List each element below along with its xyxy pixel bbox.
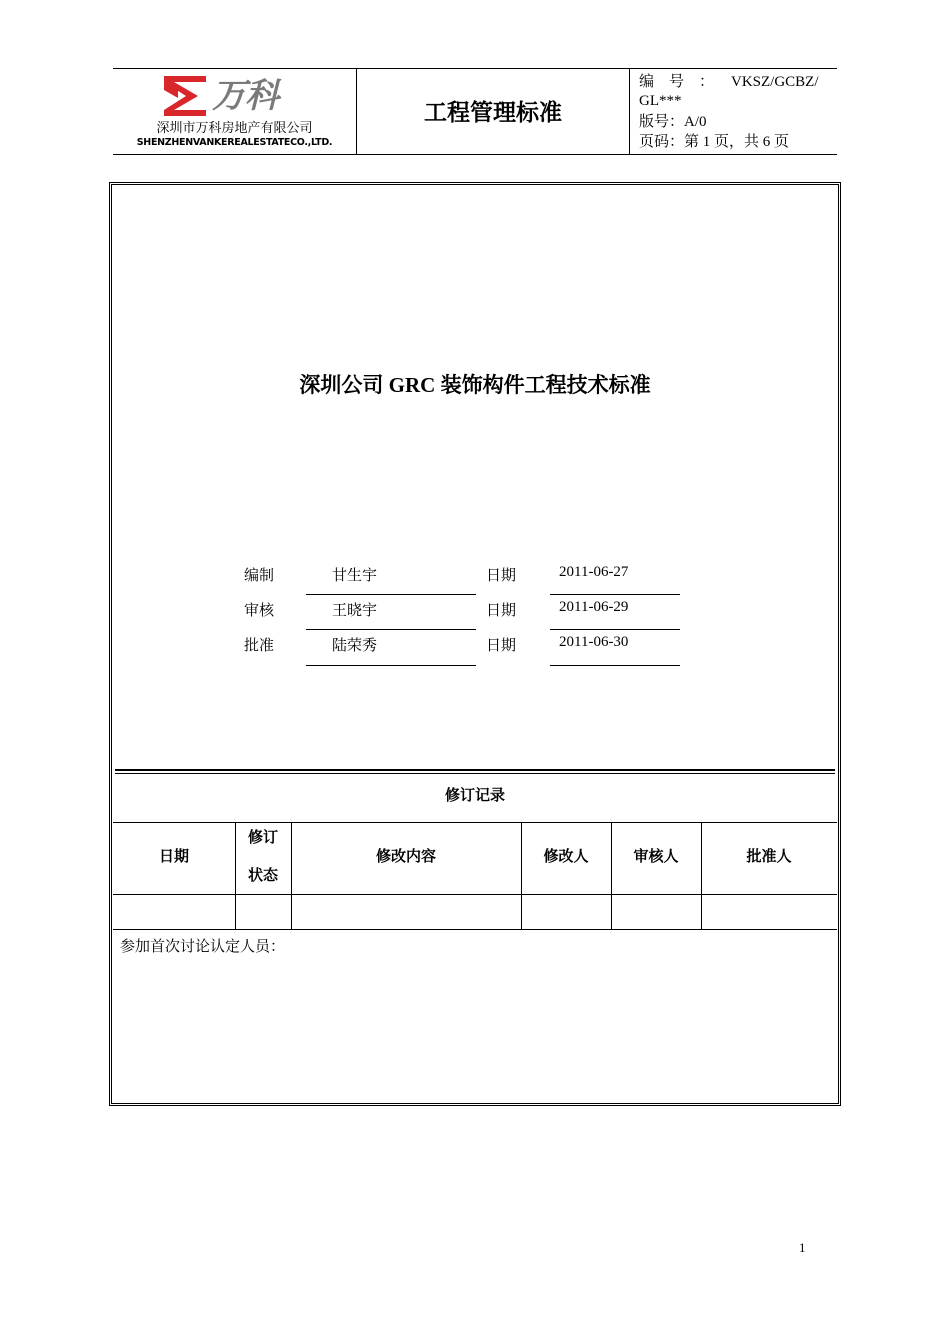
sign-date: 2011-06-30: [559, 634, 629, 650]
logo-text: 万科: [212, 76, 278, 116]
underline: [306, 665, 476, 666]
col-divider: [291, 822, 292, 929]
doc-code-cont: GL***: [639, 93, 682, 109]
underline: [306, 629, 476, 630]
col-header-status: 修订: [247, 828, 278, 846]
underline: [550, 629, 680, 630]
doc-code: VKSZ/GCBZ/: [731, 74, 819, 90]
underline: [550, 665, 680, 666]
header-bottom-rule: [113, 154, 837, 155]
col-header-reviewer: 审核人: [633, 847, 679, 865]
page-number: 1: [799, 1240, 806, 1255]
signer-name: 陆荣秀: [332, 638, 378, 654]
company-name-en: SHENZHENVANKEREALESTATECO.,LTD.: [136, 137, 333, 148]
header-divider: [629, 68, 630, 154]
participants-label: 参加首次讨论认定人员：: [120, 939, 286, 955]
col-divider: [611, 822, 612, 929]
signer-name: 王晓宇: [332, 603, 378, 619]
cover-frame: [109, 182, 841, 1106]
underline: [550, 594, 680, 595]
signer-name: 甘生宇: [332, 568, 378, 584]
role-label: 审核: [244, 603, 275, 619]
col-divider: [521, 822, 522, 929]
date-label: 日期: [486, 603, 517, 619]
date-label: 日期: [486, 568, 517, 584]
date-label: 日期: [486, 638, 517, 654]
rule: [113, 929, 837, 930]
col-header-modifier: 修改人: [543, 847, 589, 865]
company-name-cn: 深圳市万科房地产有限公司: [156, 121, 313, 136]
doc-type: 工程管理标准: [424, 100, 562, 126]
col-header-content: 修改内容: [375, 847, 436, 865]
revision-title: 修订记录: [444, 786, 505, 804]
sign-date: 2011-06-29: [559, 599, 629, 615]
version: 版号：A/0: [639, 114, 707, 130]
rule: [113, 822, 837, 823]
col-header-status: 状态: [247, 866, 278, 884]
role-label: 批准: [244, 638, 275, 654]
col-divider: [701, 822, 702, 929]
header-top-rule: [113, 68, 837, 69]
page-info: 页码：第 1 页，共 6 页: [639, 134, 790, 150]
section-double-rule: [115, 769, 835, 774]
underline: [306, 594, 476, 595]
rule: [113, 894, 837, 895]
role-label: 编制: [244, 568, 275, 584]
vanke-logo-icon: [162, 74, 208, 118]
doc-code-label: 编 号 ：: [639, 74, 715, 90]
col-header-date: 日期: [158, 847, 189, 865]
sign-date: 2011-06-27: [559, 564, 629, 580]
col-header-approver: 批准人: [746, 847, 792, 865]
document-title: 深圳公司 GRC 装饰构件工程技术标准: [299, 373, 651, 397]
